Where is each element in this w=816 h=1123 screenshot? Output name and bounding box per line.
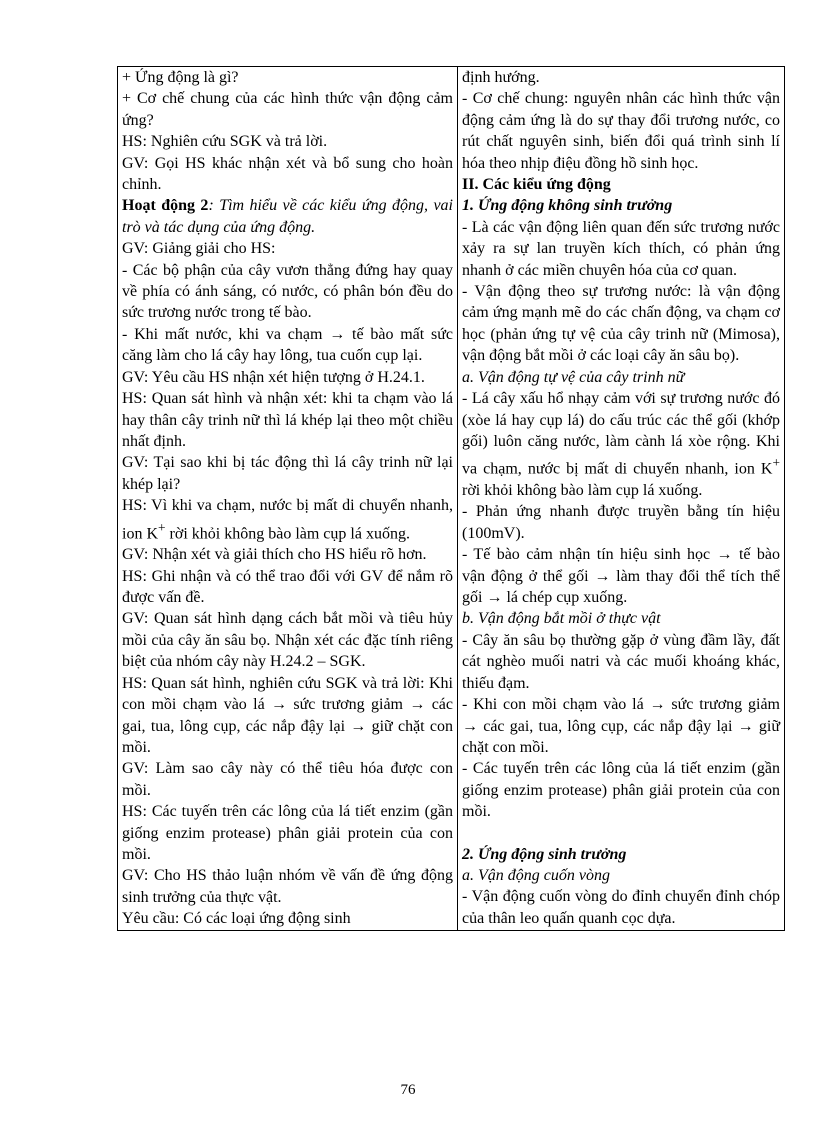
left-line-16: HS: Quan sát hình, nghiên cứu SGK và trả lời: Khi con mồi chạm vào lá → sức trương giảm → các gai, tua, lông cụp, các nắp đậy lại → giữ chặt con mồi.: [122, 674, 453, 756]
right-line-2: - Cơ chế chung: nguyên nhân các hình thức vận động cảm ứng là do sự thay đổi trương nước, co rút chất nguyên sinh, biến đổi quá trình sinh lí hóa theo nhịp điệu đồng hồ sinh học.: [462, 90, 780, 172]
left-line-7: - Các bộ phận của cây vươn thẳng đứng hay quay về phía có ánh sáng, có nước, có phân bón đều do sức trương nước trong tế bào.: [122, 261, 453, 322]
right-line-9: - Phản ứng nhanh được truyền bằng tín hiệu (100mV).: [462, 503, 780, 542]
right-line-1: định hướng.: [462, 69, 540, 86]
subsection-heading-1: 1. Ứng động không sinh trưởng: [462, 197, 673, 215]
document-page: [117, 66, 784, 931]
subsection-heading-2a: a. Vận động cuốn vòng: [462, 866, 610, 884]
left-line-11: GV: Tại sao khi bị tác động thì lá cây trinh nữ lại khép lại?: [122, 454, 453, 493]
left-line-19: GV: Cho HS thảo luận nhóm về vấn đề ứng động sinh trưởng của thực vật.: [122, 867, 453, 906]
left-line-8: - Khi mất nước, khi va chạm → tế bào mất sức căng làm cho lá cây hay lông, tua cuốn cụp lại.: [122, 325, 453, 365]
right-line-17: - Vận động cuốn vòng do đỉnh chuyển đỉnh chóp của thân leo quấn quanh cọc dựa.: [462, 888, 780, 927]
right-line-14: - Các tuyến trên các lông của lá tiết enzim (gần giống enzim protease) phân giải protein của con mồi.: [462, 760, 780, 821]
left-line-13: GV: Nhận xét và giải thích cho HS hiểu rõ hơn.: [122, 546, 427, 564]
right-line-13: - Khi con mồi chạm vào lá → sức trương giảm → các gai, tua, lông cụp, các nắp đậy lại → giữ chặt con mồi.: [462, 696, 780, 756]
left-line-1: + Ứng động là gì?: [122, 69, 239, 86]
left-line-12: HS: Vì khi va chạm, nước bị mất di chuyển nhanh, ion K+ rời khỏi không bào làm cụp lá xuống.: [122, 497, 453, 542]
activity-2-description: : Tìm hiểu về các kiểu ứng động, vai trò và tác dụng của ứng động.: [122, 197, 453, 236]
left-line-2: + Cơ chế chung của các hình thức vận động cảm ứng?: [122, 90, 453, 129]
left-line-18: HS: Các tuyến trên các lông của lá tiết enzim (gần giống enzim protease) phân giải protein của con mồi.: [122, 803, 453, 863]
section-heading-ii: II. Các kiểu ứng động: [462, 176, 611, 194]
activity-2-label: Hoạt động 2: [122, 197, 209, 215]
left-line-9: GV: Yêu cầu HS nhận xét hiện tượng ở H.24.1.: [122, 368, 425, 386]
page-number: 76: [400, 1082, 416, 1098]
left-line-15: GV: Quan sát hình dạng cách bắt mồi và tiêu hủy mồi của cây ăn sâu bọ. Nhận xét các đặc tính riêng biệt của nhóm cây này H.24.2 – SGK.: [122, 610, 453, 671]
right-line-10: - Tế bào cảm nhận tín hiệu sinh học → tế bào vận động ở thể gối → làm thay đổi thể tích thể gối → lá chép cụp xuống.: [462, 546, 780, 607]
left-line-4: GV: Gọi HS khác nhận xét và bổ sung cho hoàn chỉnh.: [122, 154, 453, 194]
right-line-5: - Là các vận động liên quan đến sức trương nước xảy ra sự lan truyền kích thích, có phản ứng nhanh ở các miền chuyên hóa của cơ quan.: [462, 218, 780, 279]
right-line-6: - Vận động theo sự trương nước: là vận động cảm ứng mạnh mẽ do các chấn động, va chạm cơ học (phản ứng tự vệ của cây trinh nữ (Mimosa), vận động bắt mồi ở các loại cây ăn sâu bọ).: [462, 283, 780, 365]
left-line-3: HS: Nghiên cứu SGK và trả lời.: [122, 133, 328, 151]
left-line-20: Yêu cầu: Có các loại ứng động sinh: [122, 910, 351, 928]
left-line-10: HS: Quan sát hình và nhận xét: khi ta chạm vào lá hay thân cây trinh nữ thì lá khép lại theo một chiều nhất định.: [122, 390, 453, 450]
left-line-14: HS: Ghi nhận và có thể trao đổi với GV để nắm rõ được vấn đề.: [122, 567, 453, 607]
table-row: [118, 67, 785, 931]
right-line-8: - Lá cây xấu hổ nhạy cảm với sự trương nước đó (xòe lá hay cụp lá) do cấu trúc các thể gối (khớp gối) luôn căng nước, làm cành lá xòe rộng. Khi va chạm, nước bị mất di chuyển nhanh, ion K+ rời khỏi không bào làm cụp lá xuống.: [462, 390, 780, 500]
left-line-17: GV: Làm sao cây này có thể tiêu hóa được con mồi.: [122, 760, 453, 799]
subsection-heading-2: 2. Ứng động sinh trưởng: [462, 845, 627, 863]
right-line-12: - Cây ăn sâu bọ thường gặp ở vùng đầm lầy, đất cát nghèo muối natri và các muối khoáng khác, thiếu đạm.: [462, 631, 780, 692]
activity-2-heading: [122, 195, 453, 238]
subsection-heading-b: b. Vận động bắt mồi ở thực vật: [462, 610, 661, 628]
left-line-6: GV: Giảng giải cho HS:: [122, 240, 276, 258]
lesson-table: [117, 66, 785, 931]
left-column: [118, 67, 458, 931]
subsection-heading-a: a. Vận động tự vệ của cây trinh nữ: [462, 368, 685, 386]
right-column: [458, 67, 785, 931]
spacer: [462, 823, 780, 844]
